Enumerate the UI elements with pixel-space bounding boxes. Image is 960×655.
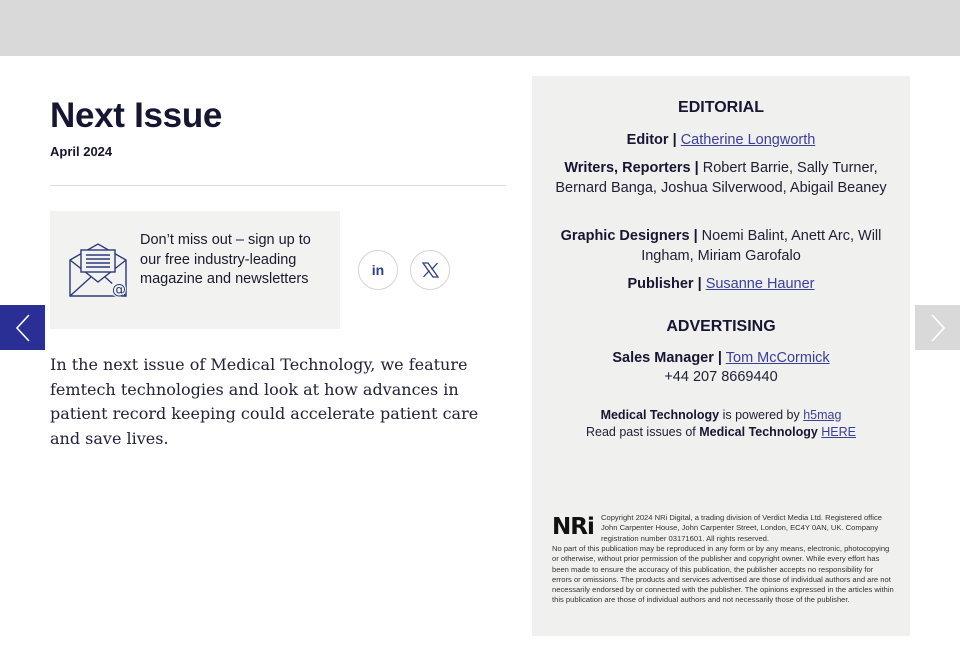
powered-text: is powered by: [722, 408, 800, 422]
designers-names: Noemi Balint, Anett Arc, Will Ingham, Miriam Garofalo: [641, 228, 882, 264]
editor-link[interactable]: Catherine Longworth: [680, 132, 816, 148]
writers-names: Robert Barrie, Sally Turner, Bernard Banga, Joshua Silverwood, Abigail Beaney: [555, 160, 887, 196]
h5mag-link[interactable]: h5mag: [803, 408, 842, 422]
designers-line: [546, 226, 896, 266]
svg-text:@: @: [112, 282, 126, 298]
powered-by-line: [532, 407, 910, 424]
designers-label: Graphic Designers |: [560, 228, 698, 244]
past-issues-line: [532, 424, 910, 441]
x-share-button[interactable]: [410, 250, 450, 290]
next-page-button[interactable]: [915, 305, 960, 350]
signup-text: Don’t miss out – sign up to our free industry-leading magazine and newsletters: [140, 232, 311, 287]
past-issues-link[interactable]: HERE: [821, 425, 857, 439]
sales-line: [546, 348, 896, 368]
credits-panel: [532, 76, 910, 636]
linkedin-button[interactable]: [358, 250, 398, 290]
page-title: Next Issue: [50, 96, 223, 135]
chevron-right-icon: [930, 314, 946, 342]
linkedin-icon: in: [371, 262, 385, 278]
nri-logo: NRi: [552, 514, 594, 540]
brand-name: Medical Technology: [600, 408, 720, 422]
editorial-heading: EDITORIAL: [678, 99, 764, 116]
newsletter-signup-box[interactable]: [50, 211, 340, 329]
writers-label: Writers, Reporters |: [564, 160, 699, 176]
publisher-line: [546, 274, 896, 294]
issue-description: In the next issue of Medical Technology, we feature femtech technologies and look at how advances in patient record keeping could accelerate patient care and save lives.: [50, 355, 479, 448]
copyright-text: Copyright 2024 NRi Digital, a trading division of Verdict Media Ltd. Registered office John Carpenter House, John Carpenter Street, London, EC4Y 0AN, UK. Company registration number 03171601. All rights reserved.: [601, 513, 882, 543]
sales-label: Sales Manager |: [612, 350, 722, 366]
x-twitter-icon: [422, 262, 439, 278]
past-text: Read past issues of: [585, 425, 696, 439]
sales-link[interactable]: Tom McCormick: [725, 350, 830, 366]
issue-date: April 2024: [50, 144, 113, 159]
publisher-label: Publisher |: [627, 276, 702, 292]
chevron-left-icon: [15, 314, 31, 342]
disclaimer-text: No part of this publication may be reproduced in any form or by any means, electronic, photocopying or otherwise, without prior permission of the publisher and copyright owner. While every effort has been made to ensure the accuracy of this publication, the publisher accepts no responsibility for errors or omissions. The products and services advertised are those of individual authors and are not necessarily endorsed by or connected with the publisher. The opinions expressed in the articles within this publication are those of individual authors and not necessarily those of the publisher.: [552, 544, 894, 605]
editor-label: Editor |: [626, 132, 677, 148]
phone-number: +44 207 8669440: [664, 369, 778, 385]
divider: [50, 185, 506, 186]
editor-line: [546, 130, 896, 150]
previous-page-button[interactable]: [0, 305, 45, 350]
top-bar: [0, 0, 960, 56]
brand-name: Medical Technology: [699, 425, 818, 439]
advertising-heading: ADVERTISING: [666, 318, 776, 335]
writers-line: [546, 158, 896, 198]
envelope-at-icon: [69, 242, 127, 298]
publisher-link[interactable]: Susanne Hauner: [705, 276, 815, 292]
